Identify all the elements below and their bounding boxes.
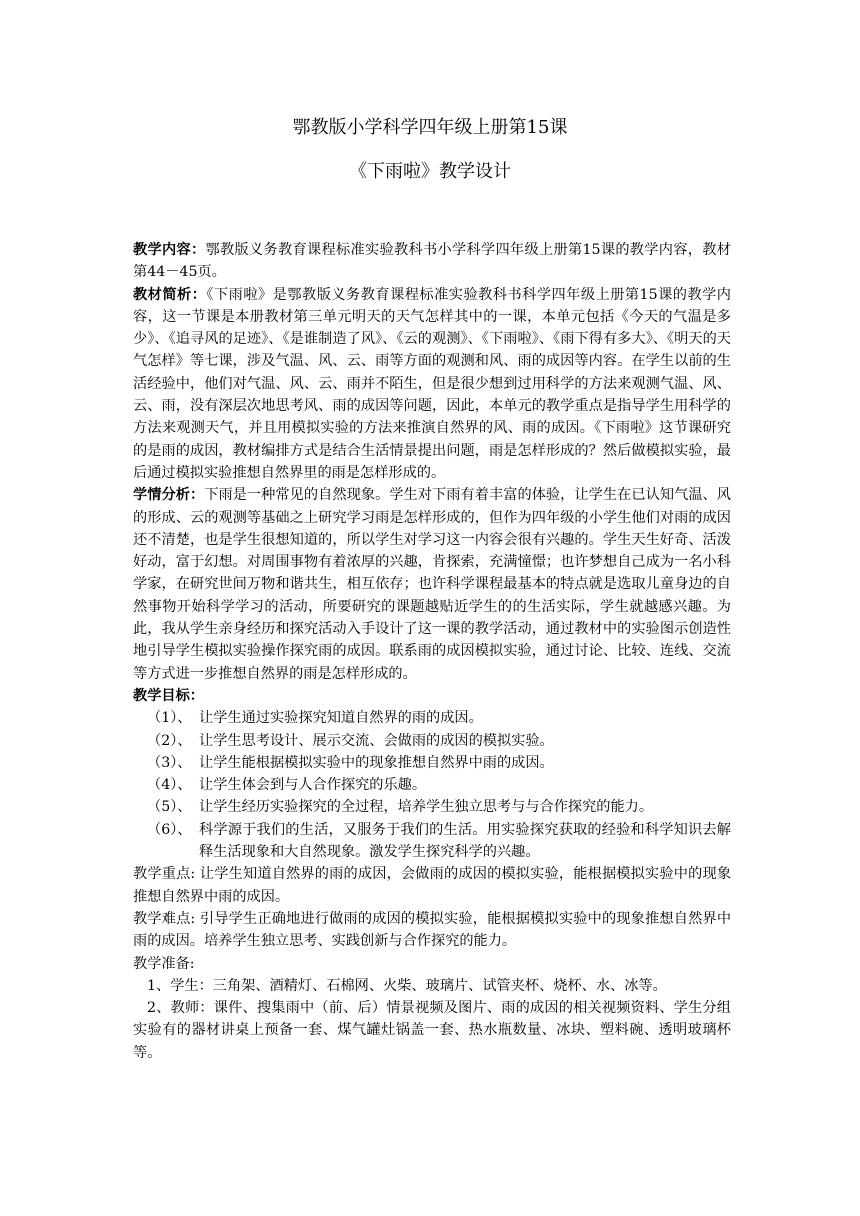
section-text: 下雨是一种常见的自然现象。学生对下雨有着丰富的体验，让学生在已认知气温、风的形成、云的观测等基础之上研究学习雨是怎样形成的，但作为四年级的小学生他们对雨的成因还不清楚，也是学生很想知道的，所以学生对学习这一内容会很有兴趣的。学生天生好奇、活泼好动，富于幻想。对周围事物有着浓厚的兴趣，肯探索，充满憧憬；也许梦想自己成为一名小科学家，在研究世间万物和谐共生，相互依存；也许科学课程最基本的特点就是选取儿童身边的自然事物开始科学学习的活动，所要研究的课题越贴近学生的的生活实际，学生就越感兴趣。为此，我从学生亲身经历和探究活动入手设计了这一课的教学活动，通过教材中的实验图示创造性地引导学生模拟实验操作探究雨的成因。联系雨的成因模拟实验，通过讨论、比较、连线、交流等方式进一步推想自然界的雨是怎样形成的。 xyxy=(133,487,731,682)
preparation-item: 1、学生：三角架、酒精灯、石棉网、火柴、玻璃片、试管夹杯、烧杯、水、冰等。 xyxy=(147,977,667,994)
goal-number: （3）、 xyxy=(147,754,192,771)
section-text: 《下雨啦》是鄂教版义务教育课程标准实验教科书科学四年级上册第15课的教学内容，这一节课是本册教材第三单元明天的天气怎样其中的一课，本单元包括《今天的气温是多少》、《追寻风的足迹》、《是谁制造了风》、《云的观测》、《下雨啦》、《雨下得有多大》、《明天的天气怎样》等七课，涉及气温、风、云、雨等方面的观测和风、雨的成因等内容。在学生以前的生活经验中，他们对气温、风、云、雨并不陌生，但是很少想到过用科学的方法来观测气温、风、云、雨，没有深层次地思考风、雨的成因等问题，因此，本单元的教学重点是指导学生用科学的方法来观测天气，并且用模拟实验的方法来推演自然界的风、雨的成因。《下雨啦》这节课研究的是雨的成因，教材编排方式是结合生活情景提出问题，雨是怎样形成的？然后做模拟实验，最后通过模拟实验推想自然界里的雨是怎样形成的。 xyxy=(133,286,731,481)
section-key-point xyxy=(133,863,731,908)
section-label: 教学难点: xyxy=(133,910,196,927)
section-student-analysis xyxy=(133,484,731,685)
section-difficulty xyxy=(133,908,731,953)
section-label: 教学重点: xyxy=(133,866,196,883)
section-label: 教学内容： xyxy=(133,242,206,258)
document-body xyxy=(133,239,731,1064)
section-label: 教材简析： xyxy=(133,286,207,303)
goal-number: （1）、 xyxy=(147,710,192,727)
document-title-line1: 鄂教版小学科学四年级上册第15课 xyxy=(292,117,568,138)
goal-item xyxy=(133,707,731,729)
section-label: 教学准备: xyxy=(133,955,195,972)
goal-text: 让学生能根据模拟实验中的现象推想自然界中雨的成因。 xyxy=(199,754,554,771)
goal-number: （4）、 xyxy=(147,777,192,794)
preparation-item: 2、教师：课件、搜集雨中（前、后）情景视频及图片、雨的成因的相关视频资料、学生分组实验有的器材讲桌上预备一套、煤气罐灶锅盖一套、热水瓶数量、冰块、塑料碗、透明玻璃杯等。 xyxy=(133,1000,731,1061)
goal-number: （5）、 xyxy=(147,799,192,816)
goal-text: 让学生体会到与人合作探究的乐趣。 xyxy=(199,777,427,794)
section-label: 教学目标： xyxy=(133,687,204,704)
goal-text: 让学生通过实验探究知道自然界的雨的成因。 xyxy=(199,710,483,727)
section-text: 让学生知道自然界的雨的成因，会做雨的成因的模拟实验，能根据模拟实验中的现象推想自然界中雨的成因。 xyxy=(133,866,732,905)
goal-item xyxy=(133,730,731,752)
section-label: 学情分析： xyxy=(133,487,205,504)
section-teaching-content xyxy=(133,239,731,284)
goal-item xyxy=(133,796,731,818)
goal-text: 让学生思考设计、展示交流、会做雨的成因的模拟实验。 xyxy=(199,732,554,749)
section-teaching-goals xyxy=(133,685,731,707)
goal-number: （6）、 xyxy=(147,821,192,838)
goal-item xyxy=(133,752,731,774)
section-text: 鄂教版义务教育课程标准实验教科书小学科学四年级上册第15课的教学内容，教材第44－45页。 xyxy=(133,242,731,281)
section-preparation xyxy=(133,953,731,975)
goal-item xyxy=(133,774,731,796)
goal-text: 科学源于我们的生活，又服务于我们的生活。用实验探究获取的经验和科学知识去解释生活现象和大自然现象。激发学生探究科学的兴趣。 xyxy=(199,821,731,861)
section-material-analysis xyxy=(133,284,731,485)
goal-text: 让学生经历实验探究的全过程，培养学生独立思考与与合作探究的能力。 xyxy=(199,799,654,816)
section-text: 引导学生正确地进行做雨的成因的模拟实验，能根据模拟实验中的现象推想自然界中雨的成因。培养学生独立思考、实践创新与合作探究的能力。 xyxy=(133,910,732,950)
goal-item xyxy=(133,819,731,864)
document-title-line2: 《下雨啦》教学设计 xyxy=(349,161,511,182)
goal-number: （2）、 xyxy=(147,732,192,749)
